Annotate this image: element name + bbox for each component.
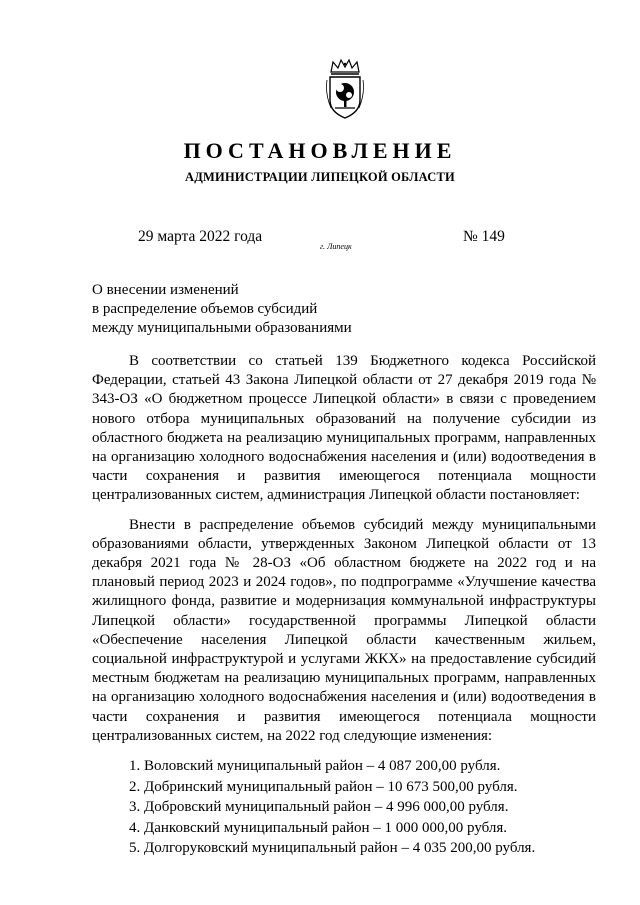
allocation-list xyxy=(92,756,596,858)
subject-line: О внесении изменений xyxy=(92,282,239,298)
document-place: г. Липецк xyxy=(320,242,352,251)
subject-line: между муниципальными образованиями xyxy=(92,320,352,336)
coat-of-arms-icon xyxy=(325,58,365,120)
list-item: 4. Данковский муниципальный район – 1 000 000,00 рубля. xyxy=(129,819,508,836)
preamble-paragraph: В соответствии со статьей 139 Бюджетного кодекса Российской Федерации, статьей 43 Закона Липецкой области от 27 декабря 2019 года № 343-ОЗ «О бюджетном процессе Липецкой области» в связи с проведением нового отбора муниципальных образований на получение субсидии из областного бюджета на реализацию муниципальных программ, направленных на организацию холодного водоснабжения населения и (или) водоотведения в части сохранения и развития имеющегося потенциала мощности централизованных систем, администрация Липецкой области постановляет: xyxy=(92,353,596,504)
document-body xyxy=(92,352,596,859)
document-date: 29 марта 2022 года xyxy=(138,228,263,245)
document-title: ПОСТАНОВЛЕНИЕ xyxy=(183,138,457,163)
list-item: 5. Долгоруковский муниципальный район – 4 035 200,00 рубля. xyxy=(129,840,536,857)
list-item: 2. Добринский муниципальный район – 10 673 500,00 рубля. xyxy=(129,778,518,795)
subject-line: в распределение объемов субсидий xyxy=(92,301,318,317)
document-number: № 149 xyxy=(463,228,505,245)
document-subject xyxy=(92,281,352,338)
resolution-paragraph: Внести в распределение объемов субсидий между муниципальными образованиями области, утвержденных Законом Липецкой области от 13 декабря 2021 года № 28-ОЗ «Об областном бюджете на 2022 год и на плановый период 2023 и 2024 годов», по подпрограмме «Улучшение качества жилищного фонда, развитие и модернизация коммунальной инфраструктуры Липецкой области» государственной программы Липецкой области «Обеспечение населения Липецкой области качественным жильем, социальной инфраструктурой и услугами ЖКХ» на предоставление субсидий местным бюджетам на реализацию муниципальных программ, направленных на организацию холодного водоснабжения населения и (или) водоотведения в части сохранения и развития имеющегося потенциала мощности централизованных систем, на 2022 год следующие изменения: xyxy=(92,516,596,744)
document-issuer: АДМИНИСТРАЦИИ ЛИПЕЦКОЙ ОБЛАСТИ xyxy=(185,170,455,184)
list-item: 1. Воловский муниципальный район – 4 087 200,00 рубля. xyxy=(129,758,501,775)
list-item: 3. Добровский муниципальный район – 4 996 000,00 рубля. xyxy=(129,799,509,816)
